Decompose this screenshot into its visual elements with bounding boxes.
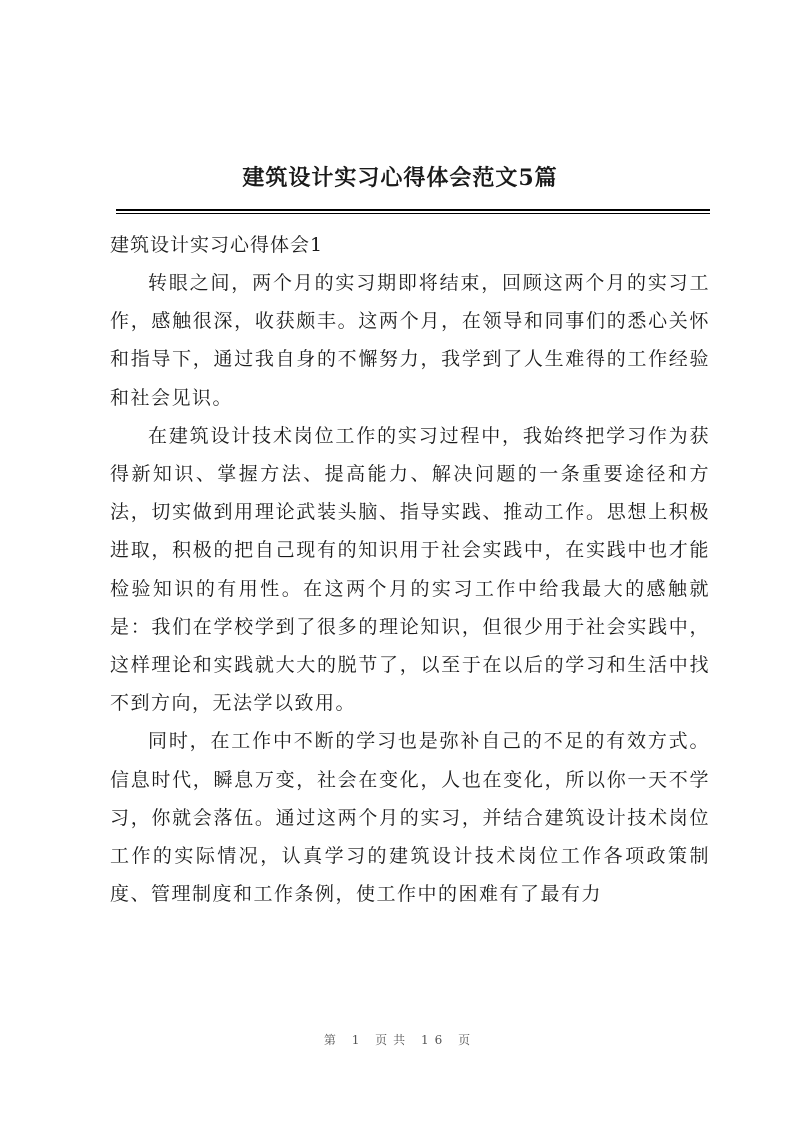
document-title: 建筑设计实习心得体会范文5篇 bbox=[242, 165, 558, 191]
document-body bbox=[110, 226, 710, 913]
section-heading: 建筑设计实习心得体会1 bbox=[110, 234, 324, 256]
page-footer: 第 1 页共 16 页 bbox=[323, 1033, 477, 1047]
paragraph-1: 转眼之间，两个月的实习期即将结束，回顾这两个月的实习工作，感触很深，收获颇丰。这两个月，在领导和同事们的悉心关怀和指导下，通过我自身的不懈努力，我学到了人生难得的工作经验和社会见识。 bbox=[110, 272, 710, 409]
paragraph-3: 同时，在工作中不断的学习也是弥补自己的不足的有效方式。信息时代，瞬息万变，社会在变化，人也在变化，所以你一天不学习，你就会落伍。通过这两个月的实习，并结合建筑设计技术岗位工作的实际情况，认真学习的建筑设计技术岗位工作各项政策制度、管理制度和工作条例，使工作中的困难有了最有力 bbox=[110, 730, 710, 906]
paragraph-2: 在建筑设计技术岗位工作的实习过程中，我始终把学习作为获得新知识、掌握方法、提高能力、解决问题的一条重要途径和方法，切实做到用理论武装头脑、指导实践、推动工作。思想上积极进取，积极的把自己现有的知识用于社会实践中，在实践中也才能检验知识的有用性。在这两个月的实习工作中给我最大的感触就是：我们在学校学到了很多的理论知识，但很少用于社会实践中，这样理论和实践就大大的脱节了，以至于在以后的学习和生活中找不到方向，无法学以致用。 bbox=[110, 424, 710, 715]
title-divider bbox=[116, 209, 710, 214]
